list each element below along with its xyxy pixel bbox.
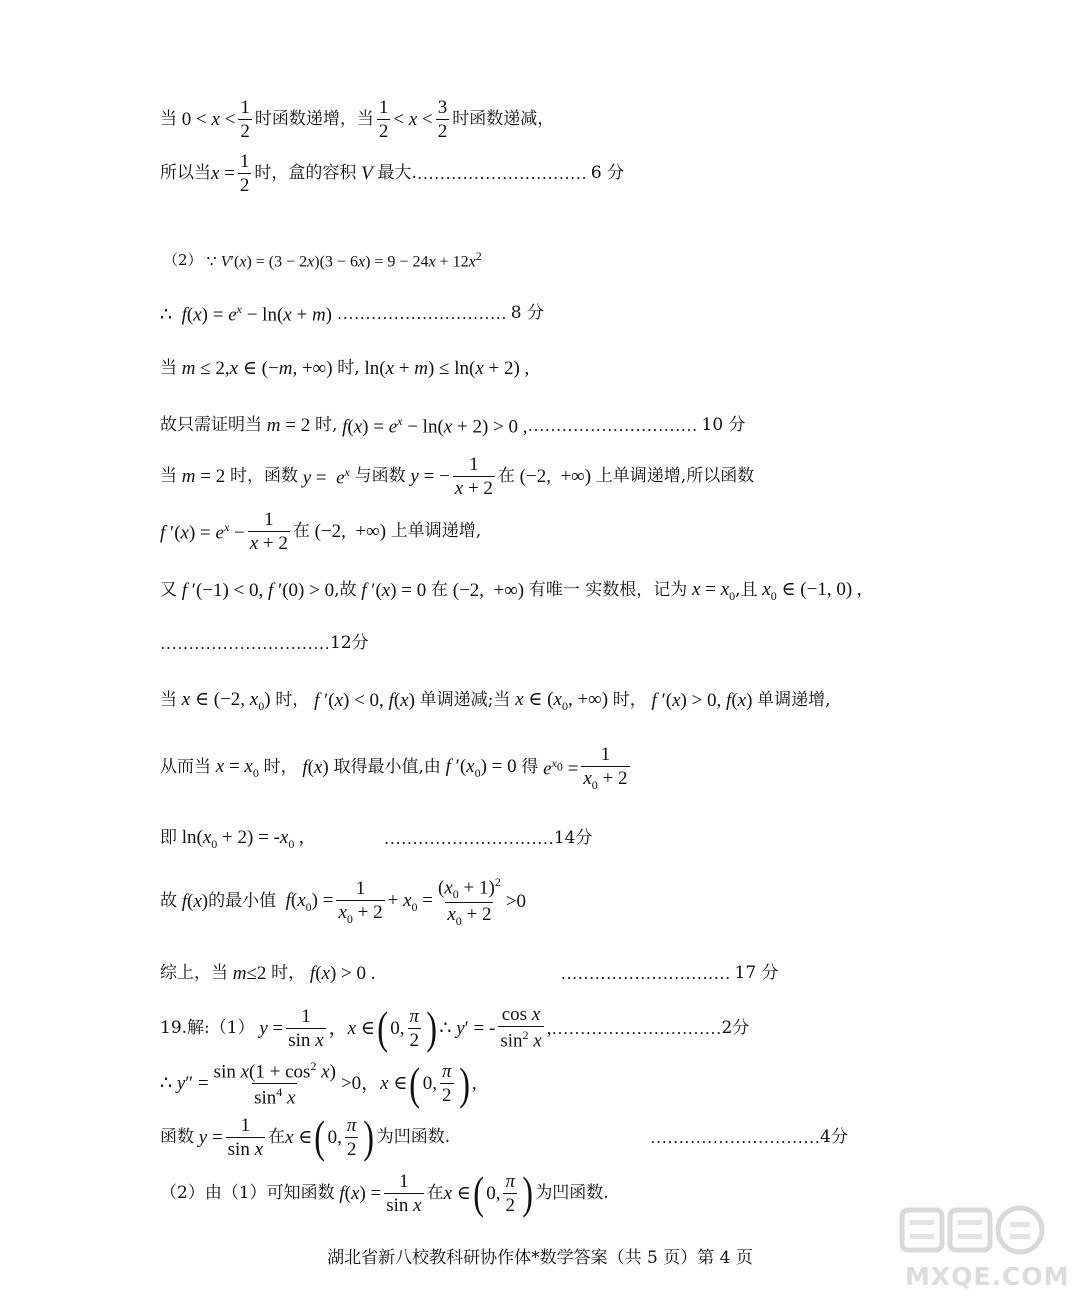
math: f $'(x_0) = 0$	[445, 756, 522, 780]
text: 时，盒的容积	[254, 163, 357, 183]
score-dots: …………………………	[160, 634, 330, 653]
text: 综上，当	[160, 963, 228, 983]
text: 当	[160, 690, 177, 711]
text: 故	[160, 890, 177, 911]
text: 有唯一 实数根，记为	[528, 580, 688, 601]
text: 上单调递增,	[390, 521, 482, 541]
fraction: $\frac{\sin x(1 + \cos^2 x)}{\sin^4 x}$	[213, 1059, 336, 1109]
score-dots: …………………………	[416, 164, 587, 183]
text: 单调递减;当	[419, 690, 511, 711]
math: f ′(−1) < 0, f ′(0) > 0	[181, 580, 335, 602]
line-score-12	[160, 635, 369, 652]
score-dots: …………………………	[560, 964, 731, 983]
text: 故只需证明当	[160, 415, 262, 436]
math: V	[356, 163, 378, 184]
text: 的最小值	[208, 890, 277, 911]
text: 当	[160, 358, 177, 378]
math: $e^{x_0}$ =	[543, 756, 579, 780]
math: + $x_0$ =	[387, 889, 433, 914]
line-min-value	[160, 876, 526, 927]
score: 10 分	[701, 415, 746, 436]
math: (−2, +∞)	[309, 521, 391, 542]
text: 时，	[271, 963, 306, 983]
math: (−2, +∞)	[448, 580, 529, 602]
math: (	[377, 1002, 388, 1053]
math: m = 2	[181, 466, 230, 487]
line-unique-root	[160, 580, 862, 602]
line-concave	[160, 1111, 848, 1162]
fraction: $\frac{3}{2}$	[437, 97, 448, 142]
line-increasing	[160, 455, 754, 498]
math: 0,	[486, 1182, 501, 1204]
math: x ∈ ($x_0$, +∞)	[515, 689, 613, 713]
math: )	[363, 1111, 375, 1162]
fraction: $\frac{\pi}{2}$	[346, 1114, 357, 1160]
line-monotonic-intervals	[160, 98, 554, 141]
fraction: $\frac{\pi}{2}$	[442, 1061, 452, 1107]
math: f $'(x) = e^x$ −	[160, 519, 245, 544]
fraction: $\frac{1}{\text{sin x}}$	[227, 1114, 264, 1160]
text: 所以当	[160, 163, 211, 183]
math: f ′(x) < 0, f(x)	[314, 690, 420, 712]
text: 在	[431, 580, 448, 601]
line-second-derivative	[160, 1057, 477, 1109]
score-dots: …………………………	[527, 416, 698, 436]
fraction: $\frac{\pi}{2}$	[505, 1170, 515, 1216]
math: f ′(x) > 0, f(x)	[651, 690, 758, 712]
fraction: $\frac{1}{x_0 + 2}$	[583, 744, 628, 792]
score-dots: …………………………	[336, 304, 507, 324]
math: 0,	[390, 1017, 405, 1039]
math: 0,	[422, 1073, 437, 1095]
text: 又	[160, 580, 177, 601]
text: 时，	[612, 690, 647, 711]
page-footer: 湖北省新八校教科研协作体*数学答案（共 5 页）第 4 页	[327, 1248, 753, 1268]
text: （2）由（1）可知函数	[160, 1182, 335, 1203]
math: ∴ $f(x) = e^x - \ln(x + m)$	[160, 302, 337, 326]
line-condition	[160, 359, 529, 378]
score-dots: …………………………	[551, 1018, 722, 1038]
score: 12分	[330, 633, 369, 653]
text: 最大.	[377, 163, 417, 183]
math: $x = x_0$	[215, 756, 259, 780]
text: 在	[292, 521, 310, 541]
fraction: $\frac{\pi}{2}$	[409, 1005, 420, 1051]
score: 14分	[553, 828, 593, 849]
fraction: $\frac{1}{\text{sin x}}$	[386, 1170, 422, 1216]
text: 19.解:（1）	[160, 1017, 255, 1038]
math: f(x) =	[339, 1182, 382, 1204]
fraction: $\frac{1}{\text{sin x}}$	[288, 1005, 324, 1051]
math: m ≤ 2,x ∈ (−m, +∞)	[181, 358, 338, 379]
math: f(x) > 0 .	[309, 963, 376, 984]
math: f(x)	[302, 757, 334, 779]
math: ,	[471, 1073, 477, 1095]
math: >0，x ∈	[340, 1073, 408, 1095]
fraction: $\frac{1}{x_0 + 2}$	[338, 877, 383, 926]
math: m = 2	[266, 415, 315, 437]
score: 17 分	[734, 963, 779, 983]
line-log-relation	[160, 828, 592, 850]
fraction: $\frac{1}{2}$	[240, 97, 250, 142]
math: x ∈ (−2, $x_0$)	[181, 689, 276, 713]
score: 2分	[721, 1017, 750, 1038]
text: 为凹函数.	[535, 1182, 609, 1203]
text: 在	[426, 1182, 444, 1203]
text: 时函数递减，	[452, 109, 555, 129]
math: x ∈	[285, 1126, 313, 1148]
text: 为凹函数.	[376, 1126, 451, 1147]
score-dots: …………………………	[650, 1127, 821, 1147]
math: m≤2	[232, 963, 272, 984]
score: 4分	[820, 1126, 848, 1147]
text: 取得最小值,由	[333, 757, 441, 778]
line-part2-derivative	[163, 250, 482, 270]
math: )	[522, 1167, 534, 1218]
line-reduce	[160, 415, 746, 436]
math: (	[473, 1167, 484, 1218]
math: $x = x_0$	[692, 579, 736, 603]
line-q19-part1	[160, 1002, 750, 1053]
math: ln(x + m) ≤ ln(x + 2) ,	[359, 358, 530, 379]
text: 单调递增,	[757, 690, 831, 711]
math: >0	[505, 890, 527, 912]
fraction: $\frac{1}{x + 2}$	[249, 509, 288, 554]
line-f-definition	[160, 303, 544, 324]
line-conclusion	[160, 964, 779, 983]
math: x ∈	[443, 1182, 471, 1204]
fraction: $\frac{(x_0 + 1)^2}{x_0 + 2}$	[438, 875, 501, 928]
text: 时函数递增，当	[254, 109, 374, 129]
score: 8 分	[510, 303, 544, 324]
math: )	[458, 1057, 470, 1109]
math: $\ln(x_0 + 2) = -x_0$ ,	[177, 827, 304, 851]
math: $x_0$ ∈ (−1, 0) ,	[762, 579, 862, 603]
text: 时,	[314, 415, 338, 436]
line-derivative-increasing	[160, 510, 481, 553]
text: 当	[160, 466, 177, 486]
math: 0 < x <	[177, 109, 236, 130]
math: y =	[198, 1126, 223, 1148]
math: (−2, +∞)	[514, 466, 596, 487]
text: 当	[160, 109, 177, 129]
text: 函数	[160, 1126, 194, 1147]
line-max-volume	[160, 152, 624, 195]
fraction: $\frac{1}{2}$	[239, 151, 250, 196]
fraction: $\frac{1}{x + 2}$	[454, 454, 493, 499]
text: ,且	[735, 580, 758, 601]
math: f ′(x) = 0	[361, 580, 431, 602]
line-minimum	[160, 745, 633, 791]
fraction: $\frac{1}{2}$	[378, 97, 389, 142]
math: ，x ∈	[328, 1017, 375, 1039]
math: < x <	[393, 109, 433, 130]
text: 上单调递增,所以函数	[595, 466, 755, 486]
math: 0,	[327, 1126, 342, 1148]
math: (	[409, 1057, 421, 1109]
math: ,	[546, 1017, 552, 1039]
math: $f(x_0)$ =	[285, 889, 334, 914]
math: ∴ y′ = -	[439, 1017, 496, 1039]
fraction: $\frac{\text{cos x}}{\sin^2 x}$	[500, 1004, 542, 1052]
text: 时,	[337, 358, 360, 378]
text: 与函数	[354, 466, 406, 486]
text: 得	[521, 757, 539, 778]
line-q19-part2	[160, 1167, 609, 1218]
text: 时，	[275, 690, 310, 711]
math: )	[426, 1002, 438, 1053]
text: 时，函数	[229, 466, 298, 486]
score: 6 分	[590, 163, 625, 183]
math: $f(x) = e^x - \ln(x + 2) > 0$ ,	[342, 414, 528, 438]
text: 在	[268, 1126, 286, 1147]
text: 即	[160, 828, 177, 849]
math: ∵ $V'(x) = (3 - 2x)(3 - 6x) = 9 - 24x + 12x^2$	[202, 249, 482, 271]
text: （2）	[163, 250, 203, 269]
math: x =	[211, 163, 235, 184]
score-dots: …………………………	[383, 829, 554, 849]
math: (	[314, 1111, 326, 1162]
math: f(x)	[181, 890, 209, 912]
text: ,故	[334, 580, 357, 601]
watermark-text: MXQE.COM	[905, 1262, 1070, 1291]
line-monotonicity-f	[160, 690, 831, 712]
text: 从而当	[160, 757, 211, 778]
math: $y = e^x$	[302, 464, 350, 489]
text: 时，	[263, 757, 298, 778]
math: y = −	[410, 466, 450, 487]
math: y =	[259, 1017, 284, 1039]
math: ∴ y″ =	[160, 1073, 209, 1095]
text: 在	[497, 466, 515, 486]
